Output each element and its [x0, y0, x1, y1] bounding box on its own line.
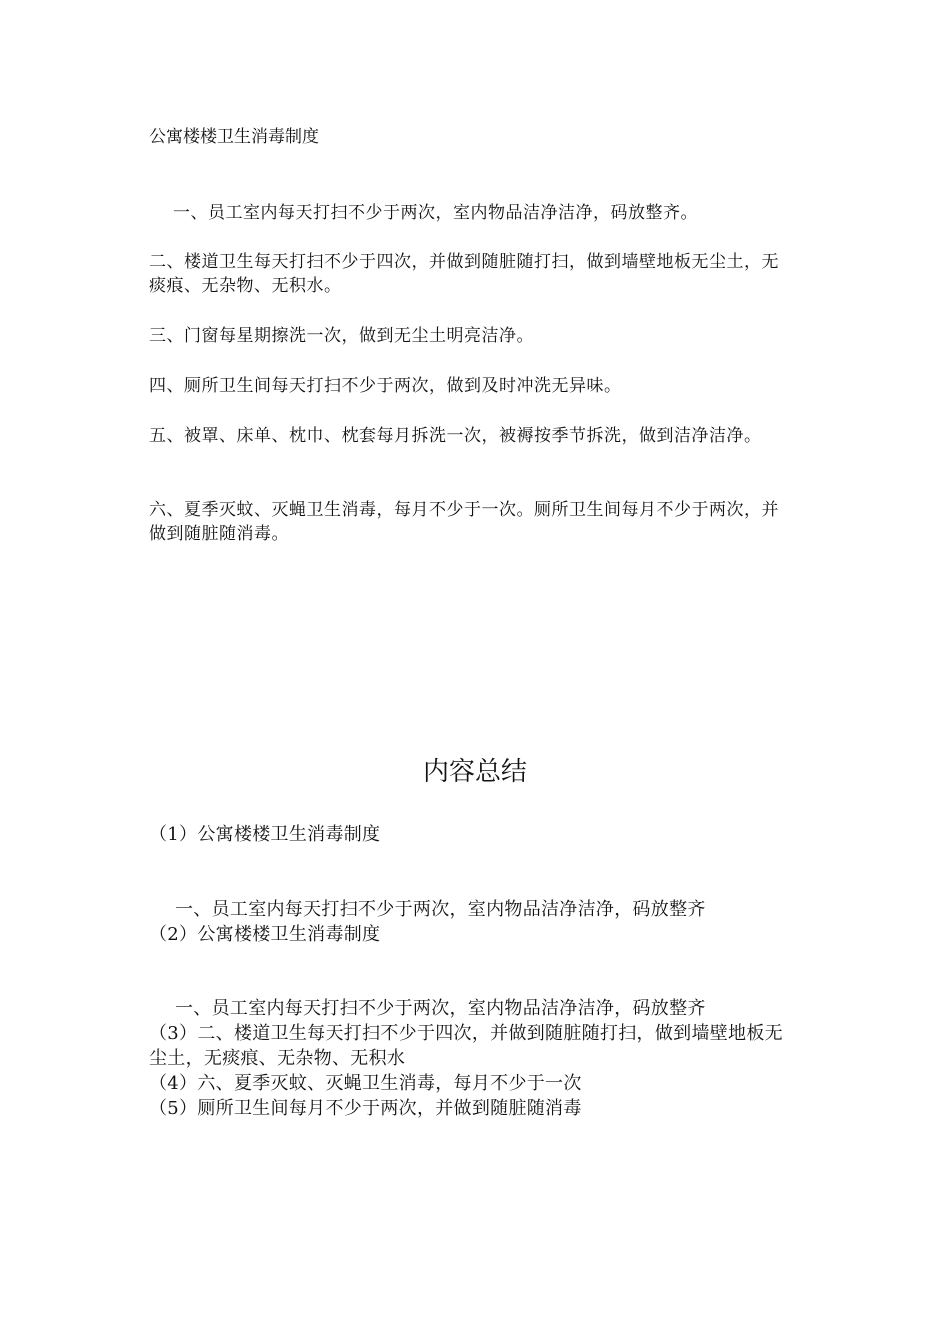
- summary-line-2: 一、员工室内每天打扫不少于两次，室内物品洁净洁净，码放整齐: [175, 899, 706, 920]
- document-title: 公寓楼楼卫生消毒制度: [149, 127, 319, 147]
- summary-line-4: 一、员工室内每天打扫不少于两次，室内物品洁净洁净，码放整齐: [175, 998, 706, 1019]
- paragraph-6: 六、夏季灭蚊、灭蝇卫生消毒，每月不少于一次。厕所卫生间每月不少于两次，并做到随脏随消毒。: [149, 500, 779, 544]
- paragraph-3: 三、门窗每星期擦洗一次，做到无尘土明亮洁净。: [149, 326, 534, 346]
- summary-heading: 内容总结: [422, 757, 527, 787]
- paragraph-4: 四、厕所卫生间每天打扫不少于两次，做到及时冲洗无异味。: [149, 376, 622, 396]
- paragraph-1: 一、员工室内每天打扫不少于两次，室内物品洁净洁净，码放整齐。: [173, 203, 698, 223]
- summary-line-3: （2）公寓楼楼卫生消毒制度: [149, 924, 381, 945]
- paragraph-5: 五、被罩、床单、枕巾、枕套每月拆洗一次，被褥按季节拆洗，做到洁净洁净。: [149, 426, 762, 446]
- summary-line-1: （1）公寓楼楼卫生消毒制度: [149, 824, 381, 845]
- summary-line-5: （3）二、楼道卫生每天打扫不少于四次，并做到随脏随打扫，做到墙壁地板无尘土，无痰痕、无杂物、无积水: [149, 1023, 783, 1069]
- paragraph-2: 二、楼道卫生每天打扫不少于四次，并做到随脏随打扫，做到墙壁地板无尘土，无痰痕、无杂物、无积水。: [149, 252, 779, 296]
- summary-line-6: （4）六、夏季灭蚊、灭蝇卫生消毒，每月不少于一次: [149, 1073, 582, 1094]
- summary-line-7: （5）厕所卫生间每月不少于两次，并做到随脏随消毒: [149, 1098, 582, 1119]
